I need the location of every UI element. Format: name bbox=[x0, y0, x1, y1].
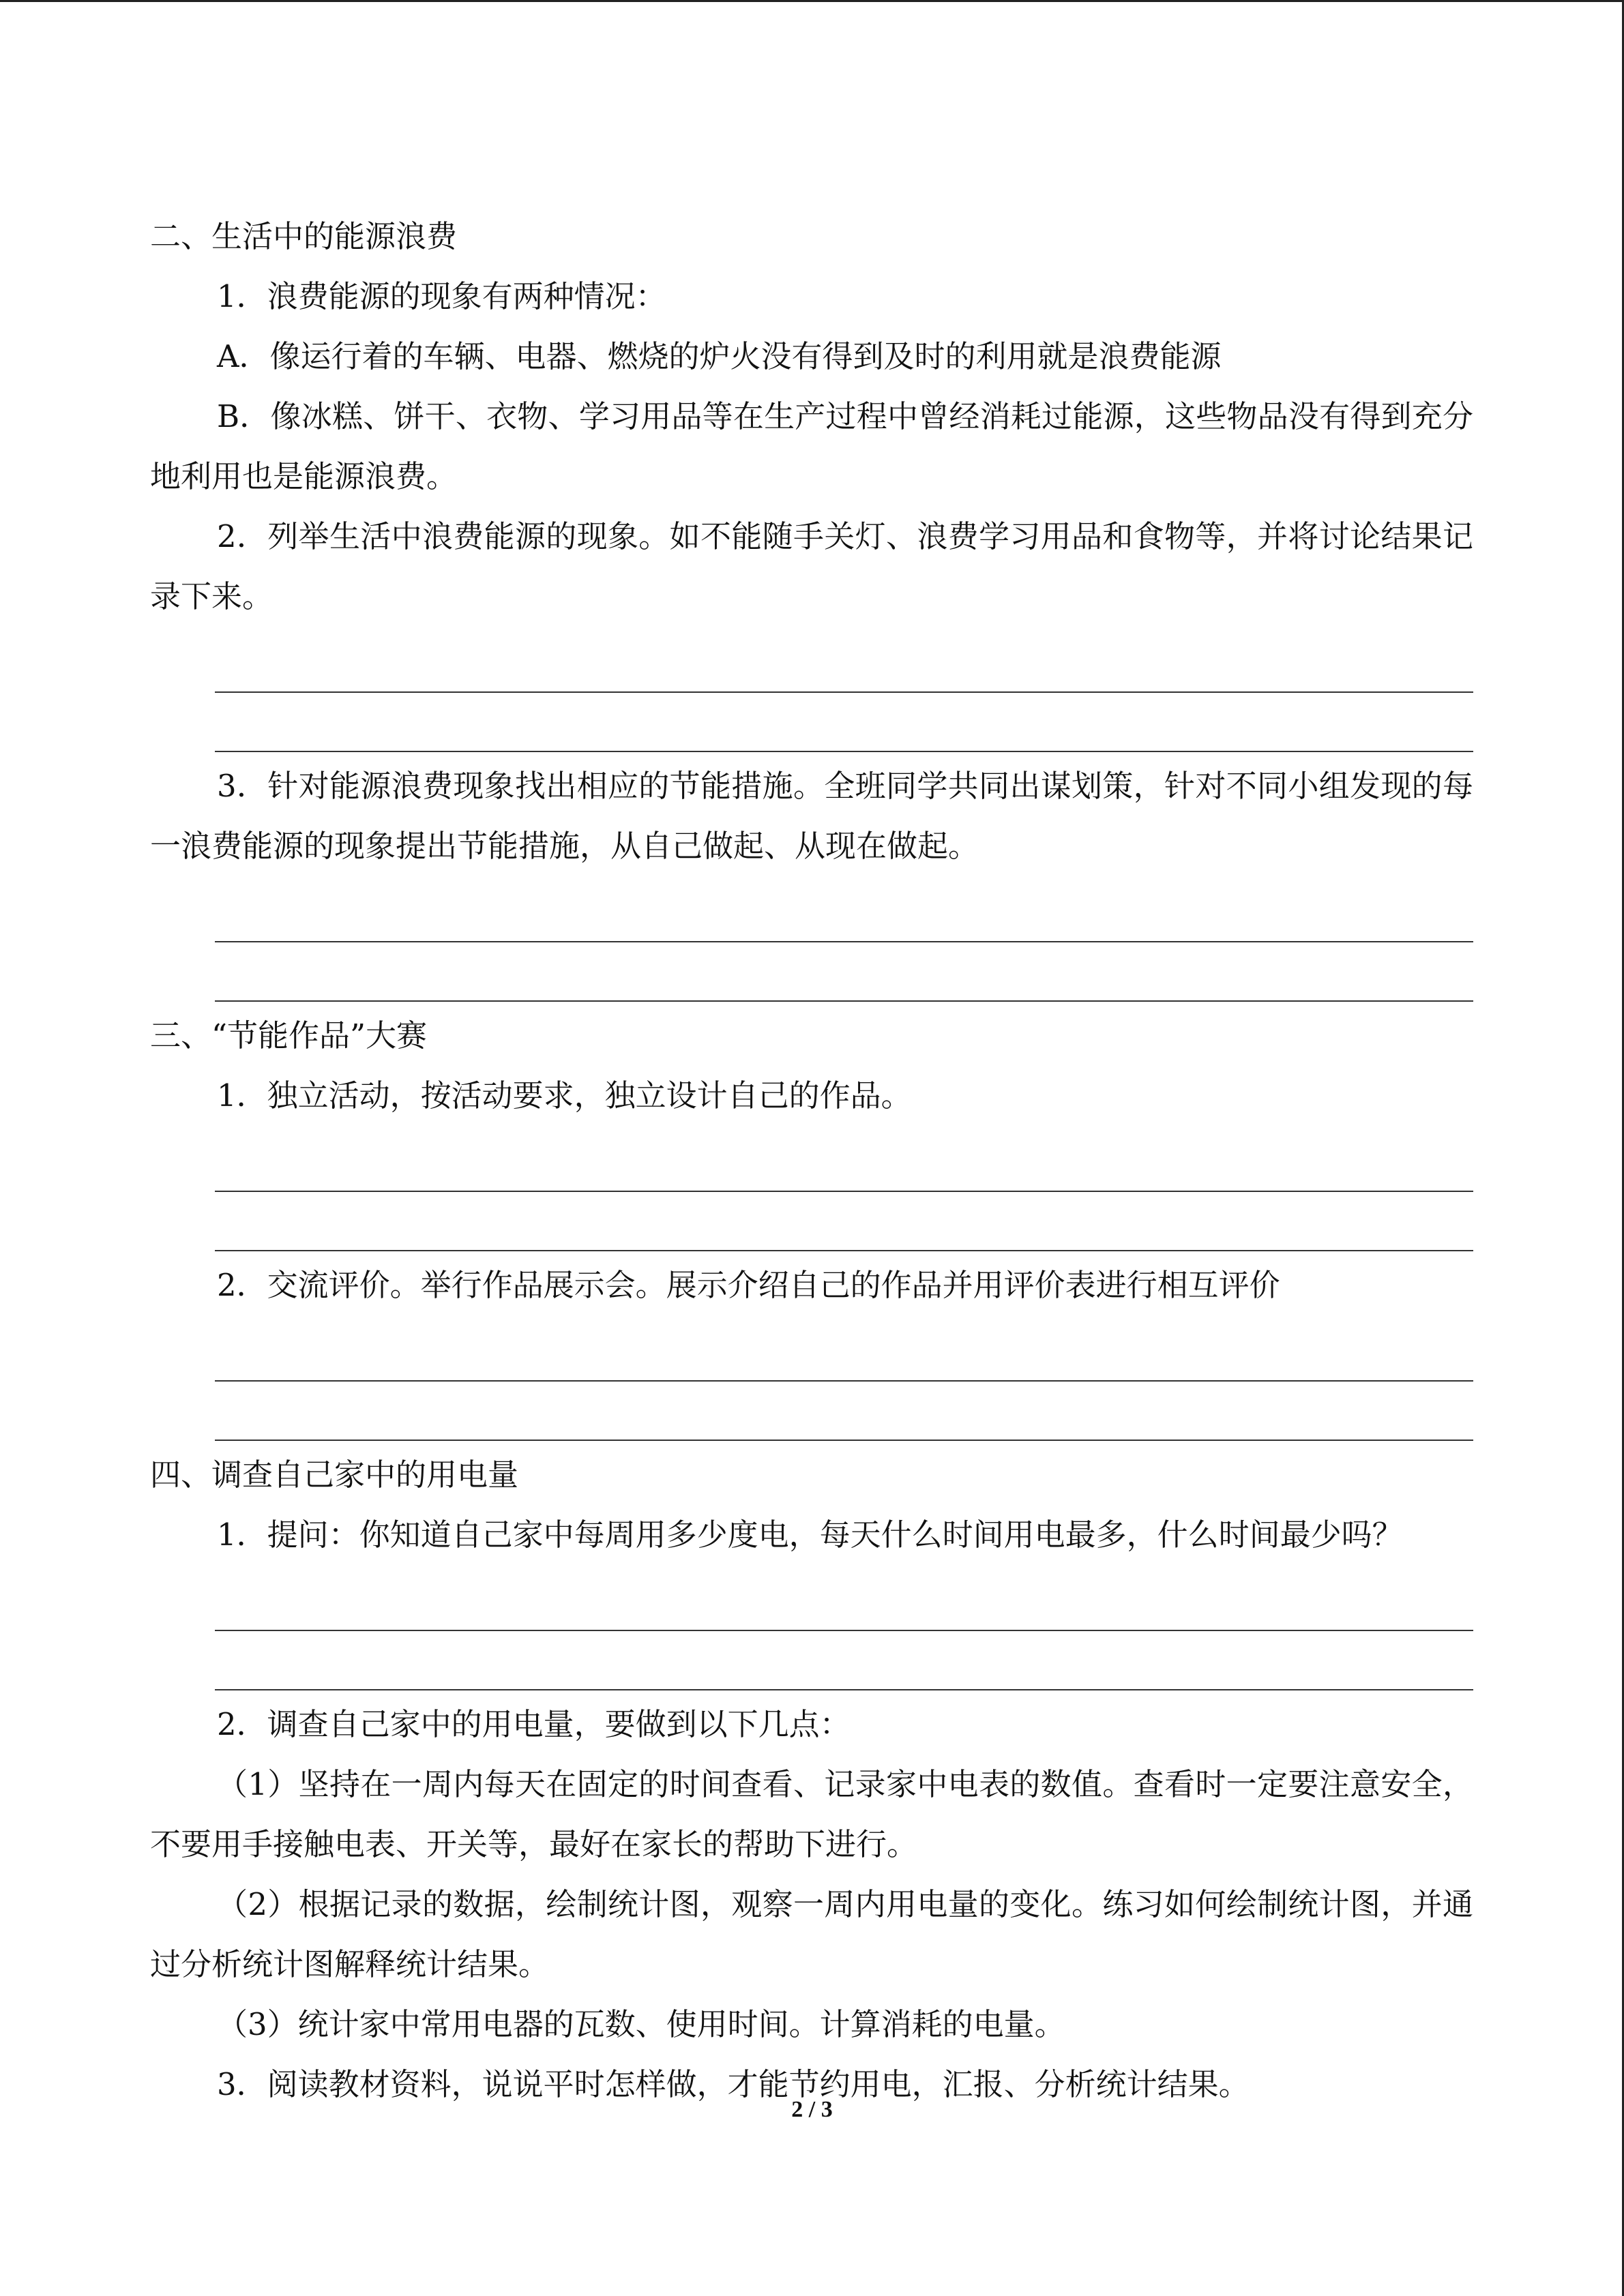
answer-line[interactable] bbox=[215, 633, 1473, 693]
document-content bbox=[150, 207, 1473, 2115]
answer-line[interactable] bbox=[215, 1133, 1473, 1192]
section-2-item-1: 1．浪费能源的现象有两种情况： bbox=[217, 278, 666, 314]
section-4-item-2: 2．调查自己家中的用电量，要做到以下几点： bbox=[217, 1706, 851, 1742]
answer-line[interactable] bbox=[215, 1322, 1473, 1382]
section-2-item-a: A．像运行着的车辆、电器、燃烧的炉火没有得到及时的利用就是浪费能源 bbox=[217, 338, 1222, 374]
answer-line[interactable] bbox=[215, 1631, 1473, 1690]
answer-line[interactable] bbox=[215, 1192, 1473, 1251]
section-3-item-2: 2．交流评价。举行作品展示会。展示介绍自己的作品并用评价表进行相互评价 bbox=[217, 1267, 1280, 1303]
section-4-subitem-2: （2）根据记录的数据，绘制统计图，观察一周内用电量的变化。练习如何绘制统计图，并通过分析统计图解释统计结果。 bbox=[150, 1886, 1473, 1982]
section-2-heading: 二、生活中的能源浪费 bbox=[150, 218, 458, 254]
answer-lines-section-3-item-1 bbox=[150, 1126, 1473, 1255]
section-4-item-3: 3．阅读教材资料，说说平时怎样做，才能节约用电，汇报、分析统计结果。 bbox=[217, 2066, 1250, 2102]
section-2-item-3: 3．针对能源浪费现象找出相应的节能措施。全班同学共同出谋划策，针对不同小组发现的每一浪费能源的现象提出节能措施，从自己做起、从现在做起。 bbox=[150, 768, 1473, 864]
answer-line[interactable] bbox=[215, 1572, 1473, 1631]
section-4-subitem-3: （3）统计家中常用电器的瓦数、使用时间。计算消耗的电量。 bbox=[217, 2006, 1065, 2042]
answer-lines-section-2-item-2 bbox=[150, 627, 1473, 756]
section-3-item-1: 1．独立活动，按活动要求，独立设计自己的作品。 bbox=[217, 1077, 912, 1114]
section-4-item-1: 1．提问：你知道自己家中每周用多少度电，每天什么时间用电最多，什么时间最少吗？ bbox=[217, 1517, 1403, 1553]
answer-lines-section-3-item-2 bbox=[150, 1315, 1473, 1445]
section-2-item-2: 2．列举生活中浪费能源的现象。如不能随手关灯、浪费学习用品和食物等，并将讨论结果记录下来。 bbox=[150, 518, 1473, 614]
page-number: 2 / 3 bbox=[791, 2097, 833, 2122]
section-4-subitem-1: （1）坚持在一周内每天在固定的时间查看、记录家中电表的数值。查看时一定要注意安全，不要用手接触电表、开关等，最好在家长的帮助下进行。 bbox=[150, 1766, 1473, 1862]
answer-lines-section-4-item-1 bbox=[150, 1565, 1473, 1695]
answer-lines-section-2-item-3 bbox=[150, 876, 1473, 1006]
answer-line[interactable] bbox=[215, 1382, 1473, 1441]
answer-line[interactable] bbox=[215, 942, 1473, 1002]
answer-line[interactable] bbox=[215, 693, 1473, 752]
section-3-heading: 三、“节能作品”大赛 bbox=[150, 1017, 428, 1054]
section-2-item-b: B．像冰糕、饼干、衣物、学习用品等在生产过程中曾经消耗过能源，这些物品没有得到充分地利用也是能源浪费。 bbox=[150, 398, 1473, 494]
answer-line[interactable] bbox=[215, 883, 1473, 942]
section-4-heading: 四、调查自己家中的用电量 bbox=[150, 1457, 519, 1493]
